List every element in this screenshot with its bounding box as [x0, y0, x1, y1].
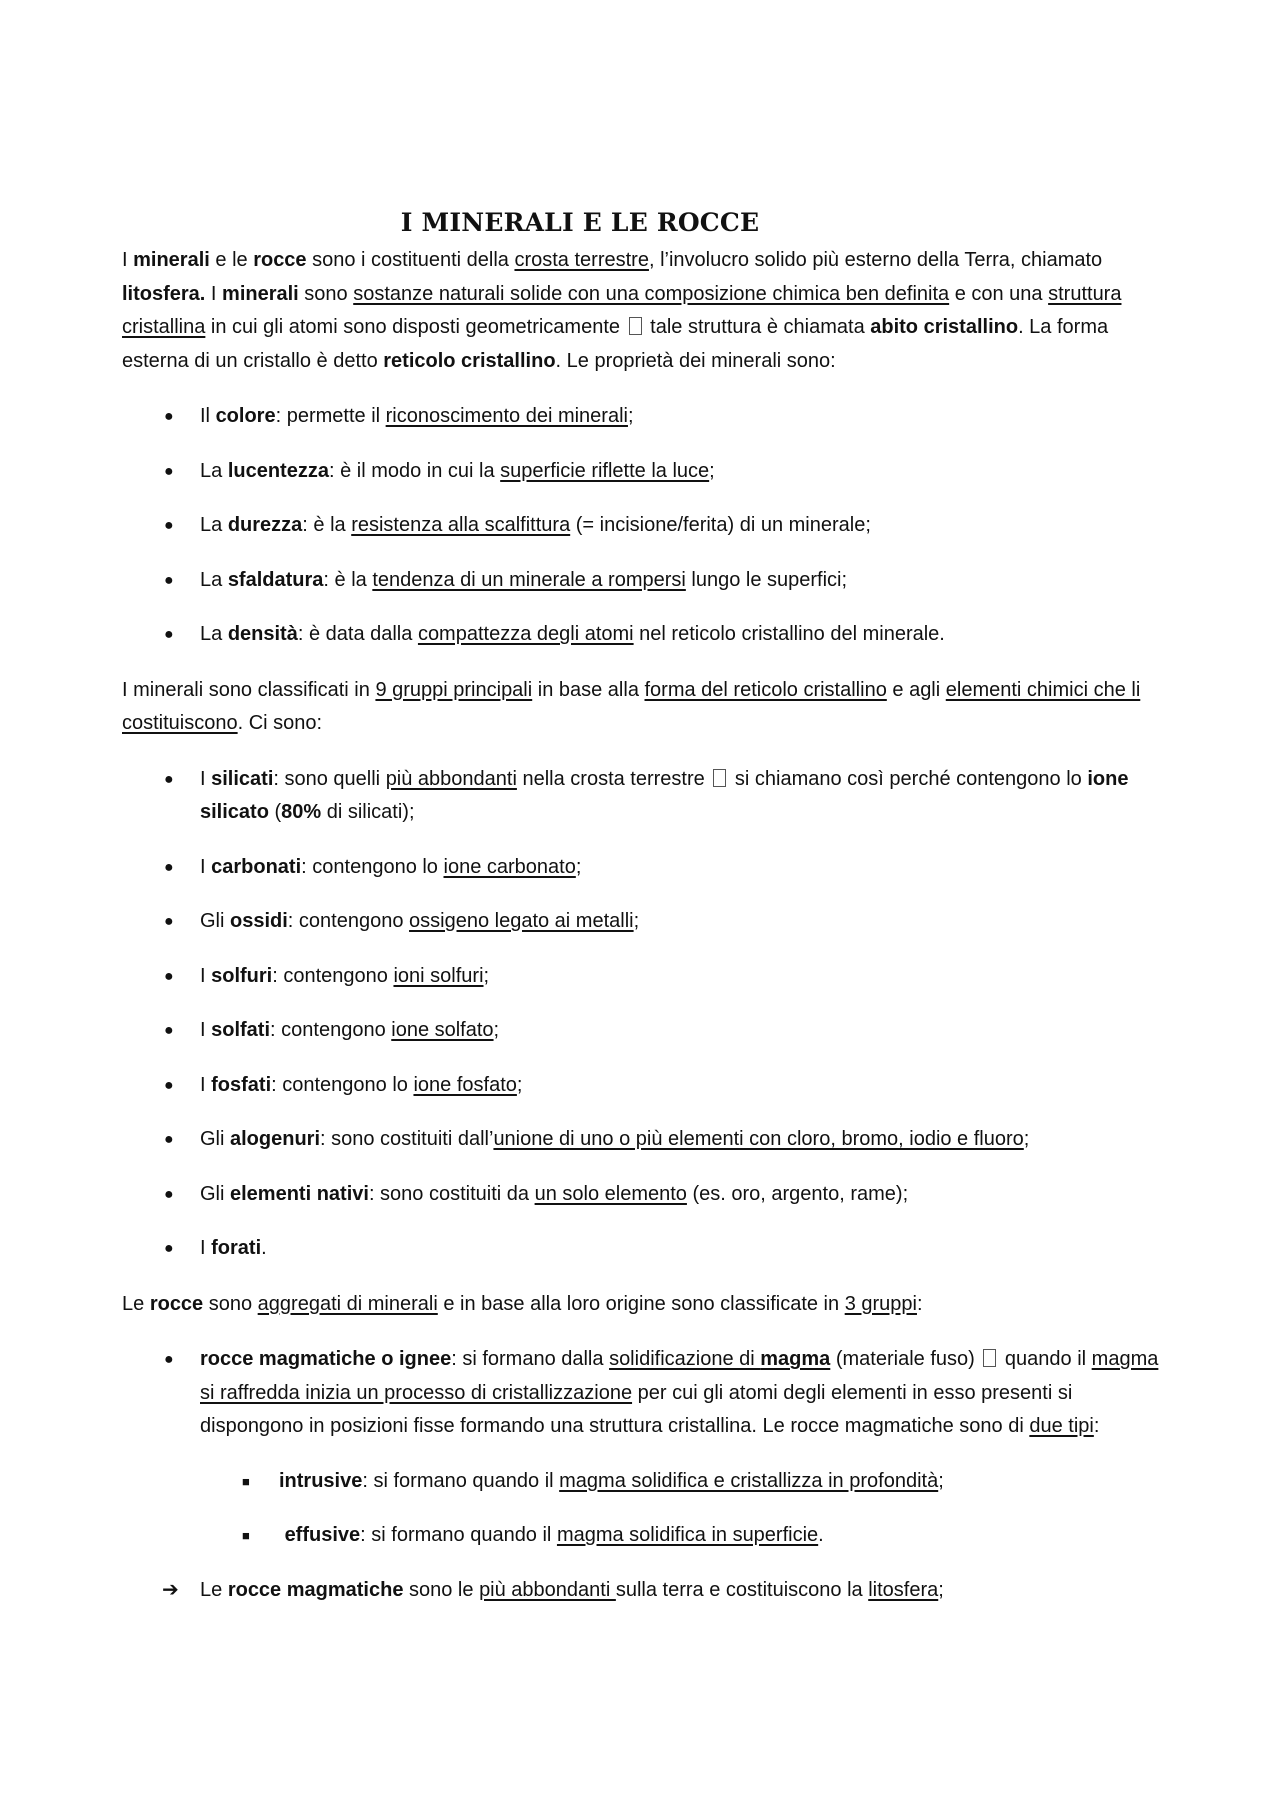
bullet-icon: ●: [164, 1076, 174, 1094]
text-run: I: [200, 1073, 212, 1096]
bold-term: densità: [227, 623, 298, 645]
underlined-text: ione carbonato: [443, 855, 576, 878]
text-run: sono le: [403, 1578, 480, 1601]
properties-list: [122, 400, 1167, 652]
missing-glyph-icon: [629, 317, 642, 335]
underlined-text: magma solidifica e cristallizza in profondità: [559, 1469, 939, 1492]
text-run: Gli: [200, 910, 230, 932]
text-run: I: [122, 249, 134, 271]
underlined-text: più abbondanti: [479, 1578, 616, 1601]
bold-term: carbonati: [211, 855, 302, 878]
text-run: : è la: [323, 568, 373, 591]
list-item: [122, 1519, 1167, 1553]
underlined-text: forma del reticolo cristallino: [644, 678, 887, 701]
text-run: e con una: [949, 282, 1049, 305]
text-run: quando il: [999, 1348, 1092, 1370]
list-item: [122, 763, 1167, 830]
bold-term: durezza: [227, 514, 303, 536]
bold-term: litosfera.: [122, 282, 206, 305]
bold-term: abito cristallino: [870, 316, 1019, 338]
square-bullet-icon: ■: [242, 1473, 250, 1489]
list-item: [122, 564, 1167, 598]
text-run: ;: [483, 964, 490, 987]
text-run: sulla terra e costituiscono la: [615, 1578, 869, 1601]
bold-term: 80%: [281, 801, 322, 823]
underlined-text: ossigeno legato ai metalli: [409, 910, 634, 932]
text-run: : si formano quando il: [360, 1524, 557, 1546]
text-run: (materiale fuso): [830, 1348, 981, 1370]
text-run: ;: [938, 1578, 944, 1601]
bullet-icon: ●: [164, 462, 174, 480]
underlined-text: sostanze naturali solide con una composizione chimica ben definita: [353, 282, 950, 305]
bullet-icon: ●: [164, 1022, 174, 1039]
underlined-text: due tipi: [1029, 1415, 1094, 1437]
underlined-text: solidificazione di: [609, 1348, 761, 1370]
text-run: . La forma esterna di un cristallo è detto: [122, 316, 1109, 372]
underlined-text: ione fosfato: [413, 1073, 517, 1096]
text-run: :: [916, 1292, 923, 1315]
underlined-text: più abbondanti: [385, 767, 517, 790]
text-run: (es. oro, argento, rame);: [686, 1182, 909, 1205]
text-run: per cui gli atomi degli elementi in esso presenti si dispongono in posizioni fisse formando una struttura cristallina. Le rocce magmatiche sono di: [200, 1381, 1073, 1437]
underlined-text: litosfera: [868, 1578, 939, 1601]
text-run: in base alla: [532, 678, 645, 701]
bold-term: ossidi: [230, 910, 288, 932]
bullet-icon: ●: [164, 1351, 174, 1368]
text-run: : contengono lo: [271, 1073, 414, 1096]
text-run: I: [205, 282, 223, 305]
bullet-icon: ●: [164, 1240, 174, 1257]
bold-term: effusive: [284, 1524, 361, 1546]
underlined-text: 3 gruppi: [844, 1292, 917, 1315]
bold-term: fosfati: [211, 1073, 272, 1096]
text-run: : sono costituiti da: [368, 1182, 535, 1205]
text-run: : permette il: [275, 405, 386, 427]
underlined-text: ione solfato: [391, 1019, 494, 1041]
bold-term: sfaldatura: [227, 568, 324, 591]
bold-term: silicati: [211, 767, 274, 790]
text-run: Le: [200, 1578, 228, 1601]
text-run: ;: [516, 1073, 523, 1096]
text-run: Gli: [200, 1128, 230, 1150]
text-run: ;: [938, 1469, 944, 1492]
text-run: sono: [203, 1292, 258, 1315]
text-run: I: [200, 1019, 212, 1041]
list-item: [122, 618, 1167, 652]
text-run: ;: [493, 1019, 500, 1041]
bold-term: rocce: [149, 1292, 204, 1315]
text-run: ;: [633, 910, 640, 932]
list-item: [122, 1123, 1167, 1157]
text-run: . Ci sono:: [237, 712, 323, 734]
text-run: si chiamano così perché contengono lo: [729, 767, 1088, 790]
page-title: I MINERALI E LE ROCCE: [400, 208, 760, 237]
text-run: : si formano dalla: [451, 1348, 610, 1370]
text-run: I minerali sono classificati in: [122, 678, 376, 701]
bold-term: ione silicato: [200, 767, 1129, 823]
text-run: in cui gli atomi sono disposti geometricamente: [205, 316, 626, 338]
underlined-text: magma si raffredda inizia un processo di cristallizzazione: [200, 1348, 1159, 1404]
list-item: [122, 1232, 1167, 1266]
text-run: e agli: [886, 678, 946, 701]
text-run: . Le proprietà dei minerali sono:: [555, 349, 836, 372]
list-item: [122, 400, 1167, 434]
bullet-icon: ●: [164, 408, 174, 425]
bold-term: rocce magmatiche: [227, 1578, 404, 1601]
text-run: I: [200, 1237, 212, 1259]
rocks-paragraph: [122, 1288, 1167, 1322]
list-item: [122, 960, 1167, 994]
text-run: tale struttura è chiamata: [644, 316, 871, 338]
bold-term: reticolo cristallino: [383, 349, 556, 372]
bold-term: solfuri: [211, 964, 273, 987]
underlined-text: tendenza di un minerale a rompersi: [372, 568, 686, 591]
text-run: :: [1093, 1415, 1100, 1437]
bullet-icon: ●: [164, 517, 174, 534]
text-run: (= incisione/ferita) di un minerale;: [570, 514, 871, 536]
text-run: di silicati);: [321, 801, 415, 823]
bold-term: alogenuri: [230, 1128, 321, 1150]
text-run: ;: [627, 405, 634, 427]
text-run: .: [818, 1524, 824, 1546]
underlined-text: superficie riflette la luce: [500, 459, 710, 482]
bold-term: solfati: [211, 1019, 271, 1041]
classification-paragraph: [122, 674, 1167, 741]
text-run: La: [200, 623, 228, 645]
list-item: [122, 455, 1167, 489]
bold-term: minerali: [133, 249, 210, 271]
bold-term: intrusive: [279, 1469, 363, 1492]
list-item: [122, 851, 1167, 885]
text-run: sono: [298, 282, 354, 305]
text-run: La: [200, 568, 228, 591]
text-run: .: [261, 1237, 267, 1259]
bold-term: minerali: [222, 282, 299, 305]
text-run: e in base alla loro origine sono classificate in: [437, 1292, 845, 1315]
underlined-text: compattezza degli atomi: [417, 623, 634, 645]
mineral-groups-list: [122, 763, 1167, 1266]
text-run: : sono costituiti dall’: [320, 1128, 494, 1150]
underlined-text: ioni solfuri: [393, 964, 484, 987]
list-item: [122, 1014, 1167, 1048]
underlined-text: crosta terrestre: [514, 249, 649, 271]
text-run: e le: [209, 249, 254, 271]
text-run: : si formano quando il: [362, 1469, 560, 1492]
arrow-right-icon: ➔: [162, 1578, 179, 1601]
bullet-icon: ●: [164, 1131, 174, 1148]
list-item: [122, 1178, 1167, 1212]
text-run: : contengono: [270, 1019, 392, 1041]
text-run: La: [200, 514, 228, 536]
missing-glyph-icon: [713, 769, 726, 787]
bullet-icon: ●: [164, 913, 174, 930]
underlined-text: magma solidifica in superficie: [556, 1524, 819, 1546]
list-item: [122, 905, 1167, 939]
bold-term: forati: [211, 1237, 262, 1259]
list-item: [122, 1069, 1167, 1103]
arrow-note: [122, 1574, 1167, 1608]
text-run: : contengono: [272, 964, 394, 987]
underlined-text: unione di uno o più elementi con cloro, bromo, iodio e fluoro: [493, 1128, 1024, 1150]
text-run: ;: [709, 459, 715, 482]
square-bullet-icon: ■: [242, 1528, 250, 1543]
text-run: : contengono lo: [301, 855, 444, 878]
bullet-icon: ●: [164, 571, 174, 589]
missing-glyph-icon: [983, 1349, 996, 1367]
bold-term: lucentezza: [227, 459, 329, 482]
list-item: [122, 1343, 1167, 1444]
text-run: Gli: [200, 1182, 230, 1205]
underlined-text: riconoscimento dei minerali: [385, 405, 628, 427]
magmatic-subtypes-list: [122, 1465, 1167, 1553]
underlined-text: un solo elemento: [534, 1182, 687, 1205]
intro-paragraph: [122, 244, 1167, 378]
text-run: nella crosta terrestre: [516, 767, 711, 790]
text-run: : sono quelli: [273, 767, 386, 790]
list-item: [122, 1465, 1167, 1499]
text-run: sono i costituenti della: [306, 249, 515, 271]
underlined-text: aggregati di minerali: [257, 1292, 438, 1315]
text-run: nel reticolo cristallino del minerale.: [633, 623, 945, 645]
text-run: : è data dalla: [297, 623, 418, 645]
bold-term: colore: [215, 405, 276, 427]
bullet-icon: ●: [164, 626, 174, 643]
text-run: I: [200, 855, 212, 878]
bullet-icon: ●: [164, 1185, 174, 1203]
bullet-icon: ●: [164, 770, 174, 788]
underlined-text: elementi chimici che li costituiscono: [122, 678, 1141, 734]
text-run: : contengono: [287, 910, 410, 932]
bullet-icon: ●: [164, 858, 174, 876]
bold-term: rocce: [253, 249, 307, 271]
underlined-text: struttura cristallina: [122, 282, 1122, 338]
bold-term: rocce magmatiche o ignee: [200, 1348, 452, 1370]
text-run: Il: [200, 405, 216, 427]
text-run: ;: [575, 855, 582, 878]
text-run: , l’involucro solido più esterno della Terra, chiamato: [648, 249, 1103, 271]
text-run: I: [200, 767, 212, 790]
text-run: : è il modo in cui la: [328, 459, 501, 482]
bold-underlined-term: magma: [760, 1348, 831, 1370]
text-run: I: [200, 964, 212, 987]
text-run: ;: [1023, 1128, 1030, 1150]
text-run: (: [268, 801, 282, 823]
underlined-text: resistenza alla scalfittura: [351, 514, 571, 536]
underlined-text: 9 gruppi principali: [375, 678, 533, 701]
rock-types-list: [122, 1343, 1167, 1444]
document-body: [122, 244, 1167, 1607]
text-run: lungo le superfici;: [685, 568, 848, 591]
bullet-icon: ●: [164, 967, 174, 985]
text-run: Le: [122, 1292, 150, 1315]
text-run: : è la: [302, 514, 352, 536]
bold-term: elementi nativi: [230, 1182, 369, 1205]
text-run: La: [200, 459, 228, 482]
list-item: [122, 509, 1167, 543]
